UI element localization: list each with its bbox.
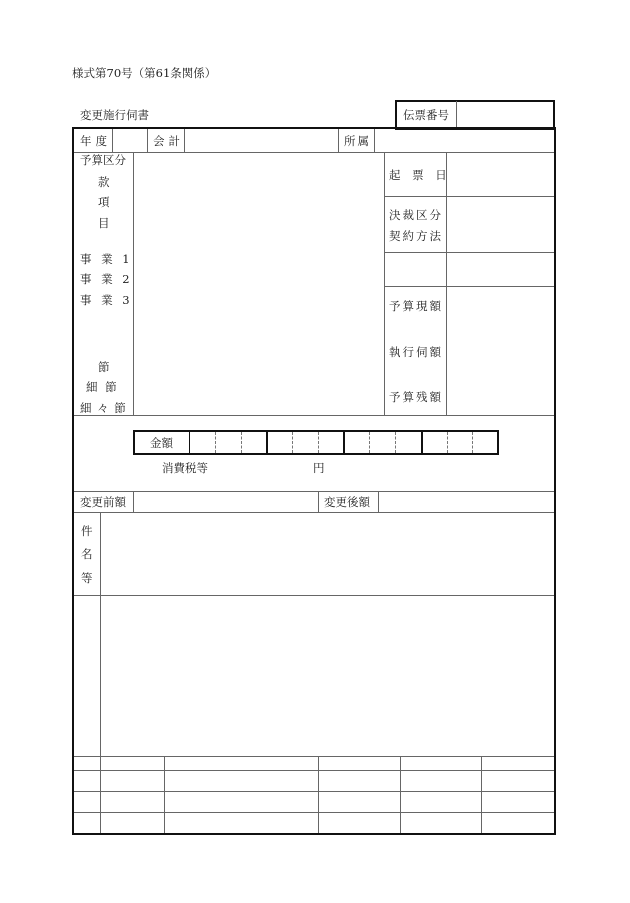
contract-method-label: 契約方法 (389, 229, 443, 243)
budget-current-label: 予算現額 (389, 299, 443, 313)
subject-label-2: 名 (81, 547, 93, 561)
account-field[interactable] (185, 129, 338, 152)
account-label: 会計 (153, 134, 184, 148)
kou-label: 項 (98, 195, 110, 209)
amount-label: 金額 (150, 436, 173, 450)
project3-label: 事 業 3 (80, 293, 133, 307)
slip-number-label: 伝票番号 (403, 108, 449, 122)
year-field[interactable] (113, 129, 147, 152)
change-after-field[interactable] (379, 492, 554, 512)
description-field[interactable] (101, 596, 554, 756)
amount-box[interactable] (133, 430, 499, 455)
change-after-label: 変更後額 (324, 495, 370, 509)
budget-detail-field[interactable] (134, 153, 384, 415)
year-label: 年度 (80, 134, 111, 148)
department-field[interactable] (375, 129, 554, 152)
budget-remaining-label: 予算残額 (389, 390, 443, 404)
saisaisetsu-label: 細 々 節 (80, 401, 127, 415)
saisetsu-label: 細 節 (86, 380, 119, 394)
draft-date-label: 起 票 日 (389, 168, 451, 182)
department-label: 所属 (344, 134, 371, 148)
tax-label: 消費税等 (162, 461, 208, 475)
project1-label: 事 業 1 (80, 252, 133, 266)
slip-number-field[interactable] (458, 102, 552, 127)
kan-label: 款 (98, 175, 110, 189)
subject-field[interactable] (101, 513, 554, 595)
approval-category-label: 決裁区分 (389, 208, 443, 222)
change-before-field[interactable] (134, 492, 318, 512)
execution-amount-label: 執行伺額 (389, 345, 443, 359)
moku-label: 目 (98, 216, 110, 230)
form-title: 変更施行伺書 (80, 108, 149, 122)
draft-date-field[interactable] (447, 153, 554, 196)
budget-category-label: 予算区分 (80, 153, 126, 167)
detail-grid[interactable] (101, 757, 554, 833)
form-number: 様式第70号（第61条関係） (72, 66, 217, 80)
project2-label: 事 業 2 (80, 272, 133, 286)
setsu-label: 節 (98, 360, 110, 374)
yen-label: 円 (313, 461, 325, 475)
approval-contract-field[interactable] (447, 197, 554, 252)
budget-amounts-field[interactable] (447, 287, 554, 415)
subject-label-3: 等 (81, 571, 93, 585)
subject-label-1: 件 (81, 524, 93, 538)
change-before-label: 変更前額 (80, 495, 126, 509)
